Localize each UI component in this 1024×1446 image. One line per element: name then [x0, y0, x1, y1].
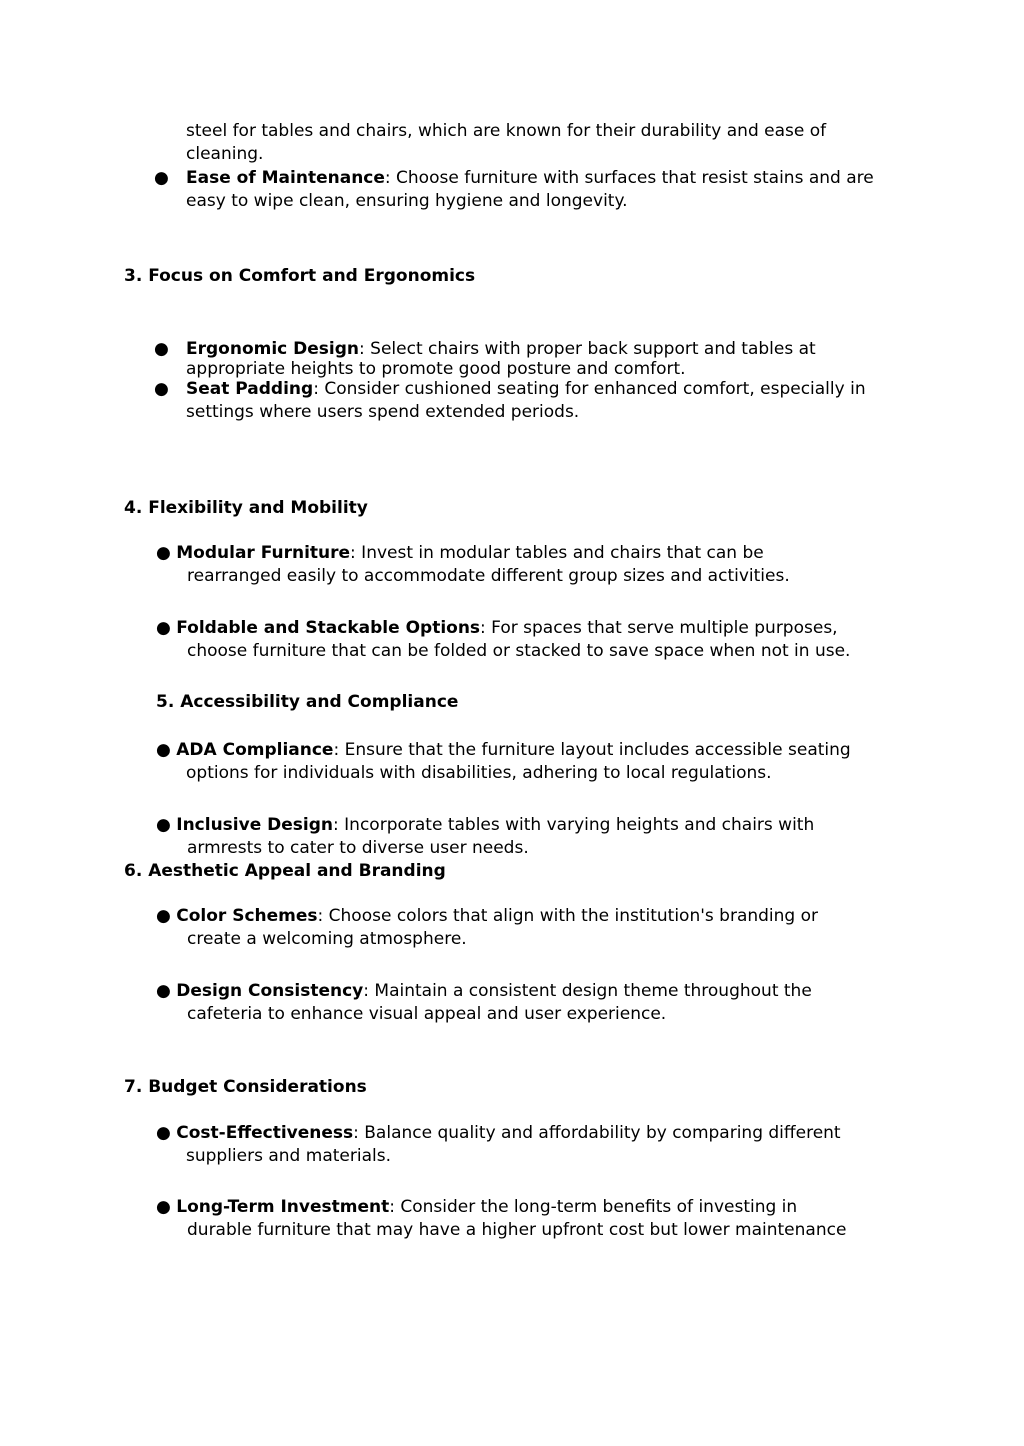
list-item: [156, 739, 851, 762]
bullet-icon: ●: [154, 379, 169, 399]
list-item-continuation: rearranged easily to accommodate different group sizes and activities.: [187, 566, 790, 586]
list-item-term: Inclusive Design: [176, 815, 334, 835]
list-item: [186, 378, 866, 401]
bullet-icon: ●: [154, 339, 169, 359]
bullet-icon: ●: [156, 543, 171, 563]
bullet-icon: ●: [154, 168, 169, 188]
list-item-term: Design Consistency: [176, 981, 364, 1001]
bullet-icon: ●: [156, 981, 171, 1001]
list-item-continuation: easy to wipe clean, ensuring hygiene and longevity.: [186, 191, 628, 211]
list-item-continuation: settings where users spend extended periods.: [186, 402, 580, 422]
bullet-icon: ●: [156, 815, 171, 835]
list-item: [156, 542, 764, 565]
list-item-continuation: suppliers and materials.: [186, 1146, 391, 1166]
list-item-term: Ease of Maintenance: [186, 168, 385, 188]
section-heading: 7. Budget Considerations: [124, 1077, 367, 1097]
list-item-term: Color Schemes: [176, 906, 318, 926]
list-item: [156, 980, 812, 1003]
list-item-term: Foldable and Stackable Options: [176, 618, 481, 638]
bullet-icon: ●: [156, 618, 171, 638]
list-item-text: : Consider cushioned seating for enhanced comfort, especially in: [313, 379, 866, 399]
list-item-continuation: choose furniture that can be folded or stacked to save space when not in use.: [187, 641, 851, 661]
list-item-term: Ergonomic Design: [186, 339, 360, 359]
list-item: [186, 167, 874, 190]
list-item: [156, 1196, 797, 1219]
list-item-text: : Ensure that the furniture layout includes accessible seating: [333, 740, 851, 760]
list-item: [156, 617, 838, 640]
section-heading: 5. Accessibility and Compliance: [156, 692, 459, 712]
list-item-continuation: armrests to cater to diverse user needs.: [187, 838, 529, 858]
list-item-term: ADA Compliance: [176, 740, 334, 760]
list-item-continuation: appropriate heights to promote good posture and comfort.: [186, 359, 686, 379]
section-heading: 3. Focus on Comfort and Ergonomics: [124, 266, 476, 286]
list-item: [156, 814, 814, 837]
section-heading: 6. Aesthetic Appeal and Branding: [124, 861, 446, 881]
list-item-text: : Choose furniture with surfaces that resist stains and are: [384, 168, 874, 188]
list-item-term: Modular Furniture: [176, 543, 351, 563]
list-item-term: Seat Padding: [186, 379, 314, 399]
paragraph-line: cleaning.: [186, 144, 264, 164]
list-item-text: : Invest in modular tables and chairs that can be: [350, 543, 764, 563]
bullet-icon: ●: [156, 1197, 171, 1217]
list-item-continuation: create a welcoming atmosphere.: [187, 929, 467, 949]
list-item: [156, 905, 818, 928]
section-heading: 4. Flexibility and Mobility: [124, 498, 368, 518]
list-item-term: Long-Term Investment: [176, 1197, 390, 1217]
list-item-text: : Consider the long-term benefits of investing in: [389, 1197, 798, 1217]
list-item-text: : Maintain a consistent design theme throughout the: [363, 981, 812, 1001]
bullet-icon: ●: [156, 740, 171, 760]
list-item: [156, 1122, 841, 1145]
list-item-continuation: durable furniture that may have a higher upfront cost but lower maintenance: [187, 1220, 847, 1240]
list-item-term: Cost-Effectiveness: [176, 1123, 354, 1143]
list-item-text: : Select chairs with proper back support and tables at: [359, 339, 816, 359]
list-item-text: : Incorporate tables with varying heights and chairs with: [333, 815, 815, 835]
list-item-text: : Balance quality and affordability by comparing different: [353, 1123, 841, 1143]
list-item-text: : For spaces that serve multiple purposes,: [480, 618, 838, 638]
list-item-continuation: cafeteria to enhance visual appeal and user experience.: [187, 1004, 667, 1024]
list-item-continuation: options for individuals with disabilities, adhering to local regulations.: [186, 763, 772, 783]
bullet-icon: ●: [156, 906, 171, 926]
list-item-text: : Choose colors that align with the institution's branding or: [317, 906, 819, 926]
paragraph-line: steel for tables and chairs, which are known for their durability and ease of: [186, 121, 827, 141]
bullet-icon: ●: [156, 1123, 171, 1143]
